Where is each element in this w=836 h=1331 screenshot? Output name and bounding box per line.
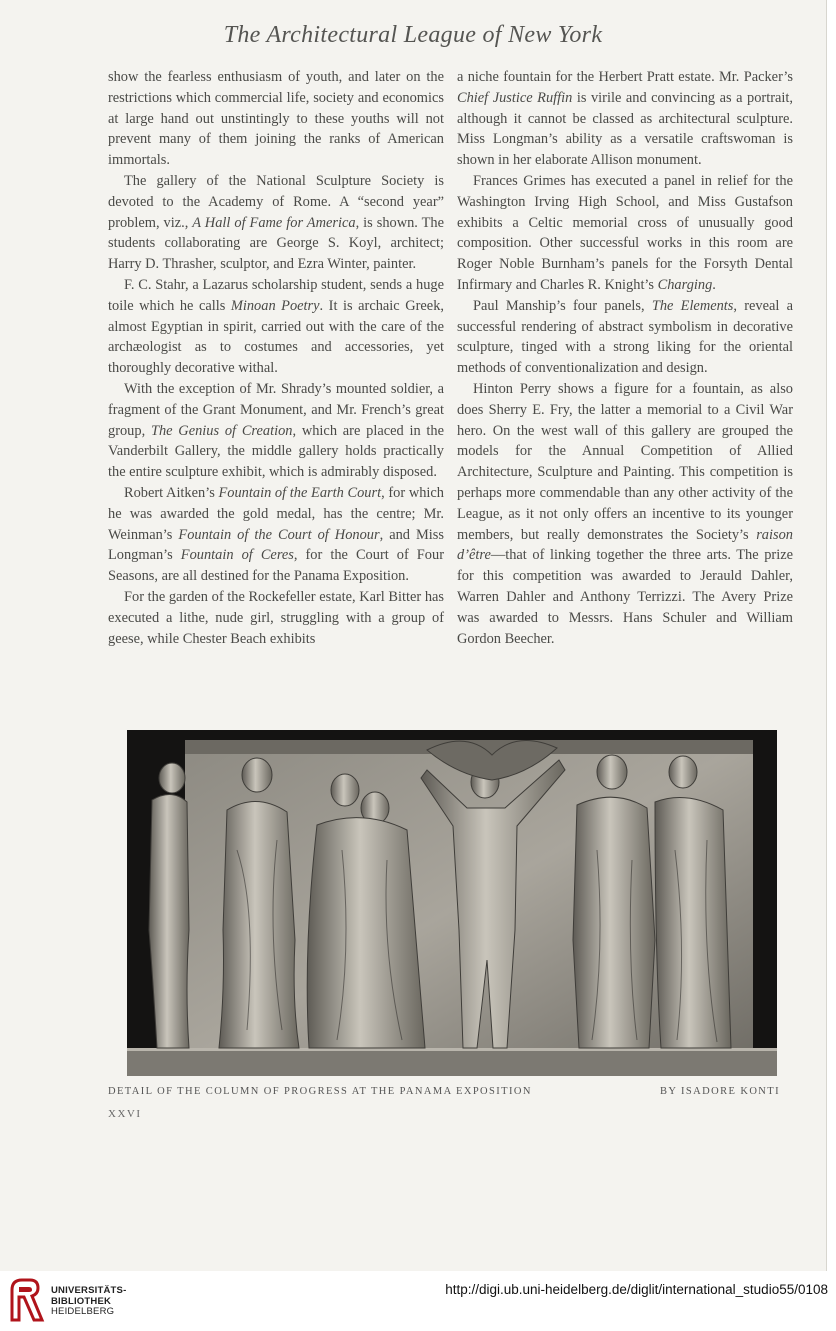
text-column-right bbox=[457, 67, 793, 649]
work-title: The Elements bbox=[651, 297, 734, 314]
work-title: raison d’être bbox=[457, 526, 793, 564]
paragraph: Hinton Perry shows a figure for a fountain, as also does Sherry E. Fry, the latter a memorial to a Civil War hero. On the west wall of this gallery are grouped the models for the Annual Competition of Allied Architecture, Sculpture and Painting. This competition is perhaps more commendable than any other activity of the League, as it not only offers an incentive to its younger members, but really demonstrates the Society’s raison d’être—that of linking together the three arts. The prize for this competition was awarded to Jerauld Dahler, Warren Dahler and Anthony Terrizzi. The Avery Prize was awarded to Messrs. Hans Schuler and William Gordon Beecher. bbox=[457, 380, 793, 647]
library-name: UNIVERSITÄTS- BIBLIOTHEK HEIDELBERG bbox=[51, 1285, 127, 1317]
work-title: Fountain of the Court of Honour bbox=[178, 526, 380, 543]
paragraph: F. C. Stahr, a Lazarus scholarship student, sends a huge toile which he calls Minoan Poetry. It is archaic Greek, almost Egyptian in spirit, carried out with the care of the archæologist as to costumes and accessories, yet thoroughly decorative withal. bbox=[108, 276, 444, 377]
paragraph: Frances Grimes has executed a panel in relief for the Washington Irving High School, and Miss Gustafson exhibits a Celtic memorial cross of unusually good composition. Other successful works in this room are Roger Noble Burnham’s panels for the Forsyth Dental Infirmary and Charles R. Knight’s Charging. bbox=[457, 172, 793, 293]
work-title: A Hall of Fame for America bbox=[192, 214, 356, 231]
paragraph: Robert Aitken’s Fountain of the Earth Court, for which he was awarded the gold medal, has the centre; Mr. Weinman’s Fountain of the Court of Honour, and Miss Longman’s Fountain of Ceres, for the Court of Four Seasons, are all destined for the Panama Exposition. bbox=[108, 484, 445, 585]
relief-sculpture-photograph bbox=[127, 730, 777, 1076]
text-column-left bbox=[108, 67, 444, 649]
work-title: Fountain of the Earth Court bbox=[218, 484, 382, 501]
work-title: Chief Justice Ruffin bbox=[457, 89, 573, 106]
paragraph: a niche fountain for the Herbert Pratt estate. Mr. Packer’s Chief Justice Ruffin is virile and convincing as a portrait, although it cannot be classed as architectural sculpture. Miss Longman’s ability as a versatile craftswoman is shown in her elaborate Allison monument. bbox=[457, 69, 793, 169]
figure-caption: DETAIL OF THE COLUMN OF PROGRESS AT THE PANAMA EXPOSITION bbox=[108, 1086, 532, 1097]
paragraph: With the exception of Mr. Shrady’s mounted soldier, a fragment of the Grant Monument, and Mr. French’s great group, The Genius of Creation, which are placed in the Vanderbilt Gallery, the middle gallery holds practically the entire sculpture exhibit, which is admirably disposed. bbox=[108, 380, 444, 481]
relief-image bbox=[127, 730, 777, 1076]
paragraph: show the fearless enthusiasm of youth, and later on the restrictions which commercial life, society and economics at large hand out unstintingly to these youths will not prevent many of them joining the ranks of American immortals. bbox=[108, 69, 444, 169]
figure-credit: BY ISADORE KONTI bbox=[659, 1086, 780, 1097]
work-title: The Genius of Creation bbox=[150, 422, 293, 439]
source-url-link[interactable]: http://digi.ub.uni-heidelberg.de/diglit/international_studio55/0108 bbox=[445, 1282, 828, 1297]
running-title: The Architectural League of New York bbox=[223, 22, 603, 48]
work-title: Minoan Poetry bbox=[230, 297, 320, 314]
work-title: Charging bbox=[657, 276, 713, 293]
work-title: Fountain of Ceres bbox=[180, 547, 294, 564]
library-logo-icon bbox=[8, 1278, 48, 1322]
paragraph: Paul Manship’s four panels, The Elements, reveal a successful rendering of abstract symbolism in decorative sculpture, tinged with a strong liking for the oriental methods of conventionalization and design. bbox=[457, 297, 794, 377]
paragraph: For the garden of the Rockefeller estate, Karl Bitter has executed a lithe, nude girl, struggling with a group of geese, while Chester Beach exhibits bbox=[108, 588, 444, 647]
page-number: XXVI bbox=[108, 1108, 142, 1120]
paragraph: The gallery of the National Sculpture Society is devoted to the Academy of Rome. A “second year” problem, viz., A Hall of Fame for America, is shown. The students collaborating are George S. Koyl, architect; Harry D. Thrasher, sculptor, and Ezra Winter, painter. bbox=[108, 172, 444, 273]
